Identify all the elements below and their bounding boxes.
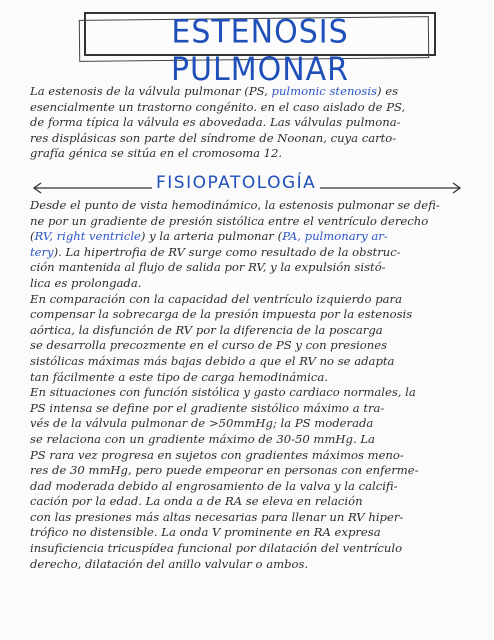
text-segment: ). La hipertrofia de RV surge como resultado de la obstruc- — [53, 244, 401, 259]
text-segment: ( — [30, 229, 35, 244]
text-segment: ne por un gradiente de presión sistólica entre el ventrículo derecho — [30, 213, 429, 228]
text-line — [30, 323, 470, 339]
text-line — [30, 307, 470, 323]
text-line — [30, 245, 470, 261]
text-line — [30, 385, 470, 401]
section-heading: FISIOPATOLOGÍA — [152, 173, 320, 193]
text-line — [30, 115, 470, 131]
text-line — [30, 338, 470, 354]
text-segment: vés de la válvula pulmonar de >50mmHg; la PS moderada — [30, 416, 374, 431]
intro-paragraph — [30, 84, 470, 162]
text-segment: ción mantenida al flujo de salida por RV, y la expulsión sistó- — [30, 260, 386, 275]
text-segment: se desarrolla precozmente en el curso de PS y con presiones — [30, 338, 388, 353]
text-segment: En situaciones con función sistólica y gasto cardiaco normales, la — [30, 385, 416, 400]
text-line — [30, 214, 470, 230]
text-line — [30, 131, 470, 147]
text-segment: ) es — [377, 84, 399, 98]
title-box — [84, 12, 436, 89]
text-segment: se relaciona con un gradiente máximo de 30-50 mmHg. La — [30, 431, 375, 446]
body-paragraph — [30, 198, 470, 572]
text-segment: Desde el punto de vista hemodinámico, la estenosis pulmonar se defi- — [30, 198, 440, 212]
text-line — [30, 401, 470, 417]
text-segment: La estenosis de la válvula pulmonar (PS, — [30, 84, 272, 98]
text-line — [30, 494, 470, 510]
page-title: ESTENOSIS PULMONAR — [170, 13, 350, 89]
text-line — [30, 146, 470, 162]
text-segment: trófico no distensible. La onda V prominente en RA expresa — [30, 525, 381, 540]
text-line — [30, 229, 470, 245]
text-line — [30, 292, 470, 308]
text-segment: derecho, dilatación del anillo valvular o ambos. — [30, 556, 309, 571]
text-segment: PS rara vez progresa en sujetos con gradientes máximos meno- — [30, 447, 404, 462]
text-line — [30, 541, 470, 557]
text-segment: dad moderada debido al engrosamiento de la valva y la calcifi- — [30, 478, 398, 493]
english-term: PA, pulmonary ar- — [282, 229, 388, 244]
text-segment: de forma típica la válvula es abovedada. Las válvulas pulmona- — [30, 115, 401, 130]
text-line — [30, 276, 470, 292]
text-line — [30, 479, 470, 495]
text-line — [30, 354, 470, 370]
text-segment: res de 30 mmHg, pero puede empeorar en personas con enferme- — [30, 463, 419, 478]
text-line — [30, 84, 470, 100]
text-segment: aórtica, la disfunción de RV por la diferencia de la poscarga — [30, 322, 383, 337]
text-segment: tan fácilmente a este tipo de carga hemodinámica. — [30, 369, 328, 384]
text-segment: lica es prolongada. — [30, 275, 142, 290]
text-line — [30, 463, 470, 479]
text-line — [30, 525, 470, 541]
text-line — [30, 510, 470, 526]
text-line — [30, 448, 470, 464]
text-segment: compensar la sobrecarga de la presión impuesta por la estenosis — [30, 307, 413, 322]
text-segment: grafía génica se sitúa en el cromosoma 12. — [30, 146, 283, 161]
english-term: RV, right ventricle — [34, 229, 141, 244]
text-segment: sistólicas máximas más bajas debido a que el RV no se adapta — [30, 353, 395, 368]
text-line — [30, 100, 470, 116]
text-segment: esencialmente un trastorno congénito. en el caso aislado de PS, — [30, 99, 406, 114]
english-term: pulmonic stenosis — [271, 84, 377, 98]
text-line — [30, 557, 470, 573]
text-line — [30, 260, 470, 276]
text-segment: insuficiencia tricuspídea funcional por dilatación del ventrículo — [30, 541, 403, 556]
text-segment: cación por la edad. La onda a de RA se eleva en relación — [30, 494, 363, 509]
text-segment: ) y la arteria pulmonar ( — [140, 229, 283, 244]
text-line — [30, 370, 470, 386]
text-segment: En comparación con la capacidad del ventrículo izquierdo para — [30, 291, 403, 306]
text-segment: res displásicas son parte del síndrome de Noonan, cuya carto- — [30, 130, 397, 145]
english-term: tery — [30, 244, 54, 259]
text-line — [30, 198, 470, 214]
text-segment: PS intensa se define por el gradiente sistólico máximo a tra- — [30, 400, 385, 415]
text-segment: con las presiones más altas necesarias para llenar un RV hiper- — [30, 509, 404, 524]
text-line — [30, 416, 470, 432]
text-line — [30, 432, 470, 448]
